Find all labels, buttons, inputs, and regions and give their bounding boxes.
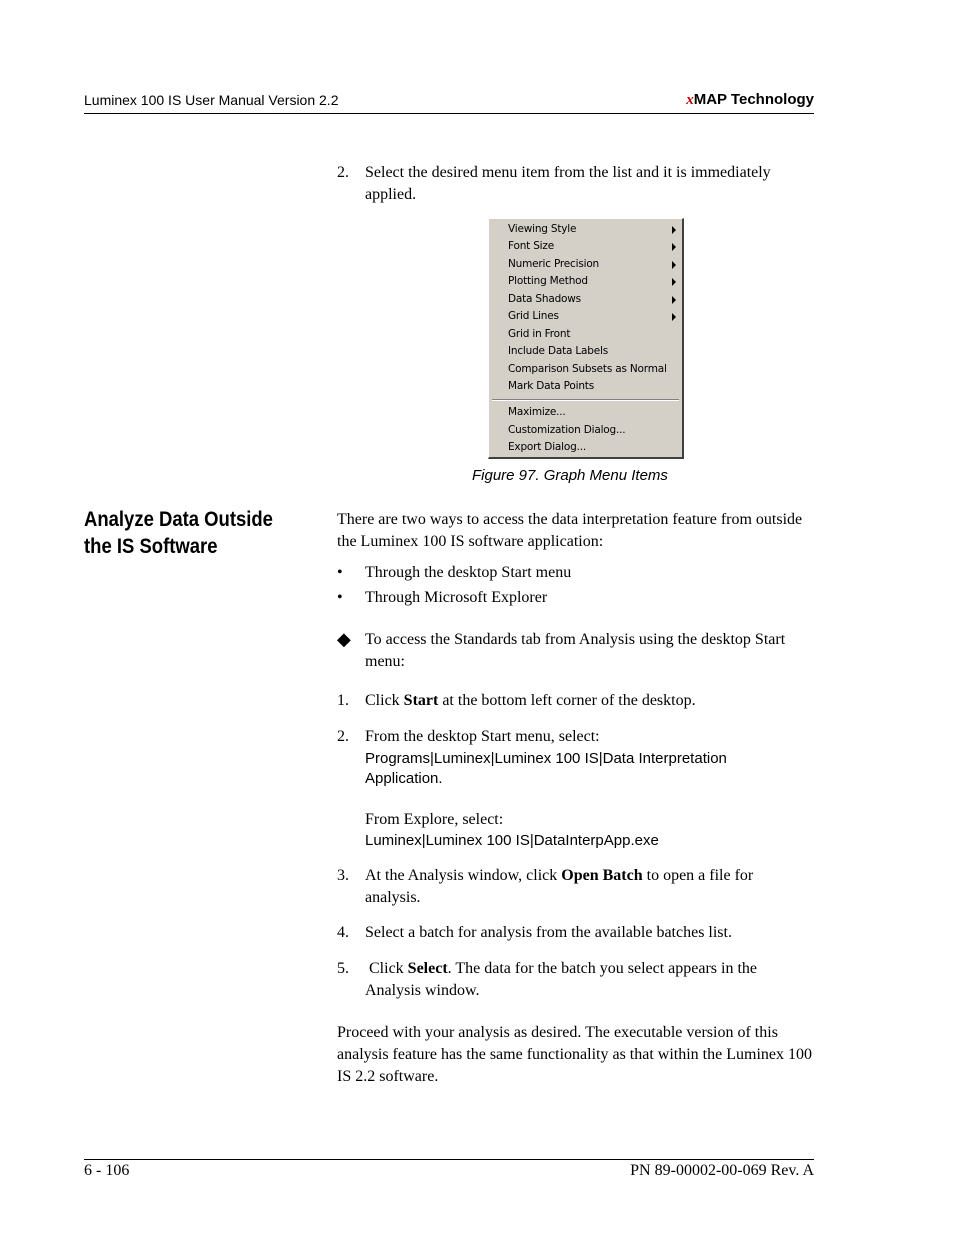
graph-context-menu [488,218,684,459]
step-5-number: 5. [337,960,349,977]
intro-step-text: Select the desired menu item from the list and it is immediately applied. [365,164,771,203]
step-4-number: 4. [337,924,349,941]
document-part-number: PN 89-00002-00-069 Rev. A [630,1162,814,1179]
running-header-title: Luminex 100 IS User Manual Version 2.2 [84,92,339,108]
submenu-arrow-icon [672,226,676,234]
menu-item-export-dialog[interactable]: Export Dialog... [508,441,586,453]
menu-item-maximize[interactable]: Maximize... [508,406,566,418]
menu-item-viewing-style[interactable]: Viewing Style [508,223,577,235]
brand-name: MAP Technology [693,91,814,108]
step-2-text: From the desktop Start menu, select: [365,728,600,745]
menu-item-include-data-labels[interactable]: Include Data Labels [508,345,608,357]
submenu-arrow-icon [672,278,676,286]
step-5-text [365,958,805,1002]
menu-separator [492,399,679,401]
menu-item-mark-data-points[interactable]: Mark Data Points [508,380,594,392]
step-5-bold: Select [407,960,448,977]
running-header-brand [686,91,814,109]
figure-caption: Figure 97. Graph Menu Items [472,467,668,484]
menu-item-comparison-subsets[interactable]: Comparison Subsets as Normal [508,363,667,375]
header-rule [84,113,814,114]
bullet-glyph: • [337,589,343,606]
menu-item-grid-lines[interactable]: Grid Lines [508,310,559,322]
menu-item-customization-dialog[interactable]: Customization Dialog... [508,424,626,436]
diamond-icon: ◆ [337,629,351,649]
procedure-intro: To access the Standards tab from Analysis using the desktop Start menu: [365,631,786,670]
section-heading: Analyze Data Outside the IS Software [84,508,273,558]
step-3-bold: Open Batch [561,867,643,884]
submenu-arrow-icon [672,313,676,321]
step-3-number: 3. [337,867,349,884]
footer-rule [84,1159,814,1160]
menu-item-font-size[interactable]: Font Size [508,240,554,252]
step-1-post: at the bottom left corner of the desktop. [438,692,696,709]
submenu-arrow-icon [672,261,676,269]
step-2-alt-text: From Explore, select: [365,811,504,828]
menu-item-numeric-precision[interactable]: Numeric Precision [508,258,599,270]
menu-item-grid-in-front[interactable]: Grid in Front [508,328,571,340]
menu-item-plotting-method[interactable]: Plotting Method [508,275,588,287]
bullet-glyph: • [337,564,343,581]
step-3-text [365,865,805,909]
step-1-number: 1. [337,692,349,709]
step-2-number: 2. [337,728,349,745]
step-5-post: . The data for the batch you select appears in the Analysis window. [365,960,761,999]
step-2-path: Programs|Luminex|Luminex 100 IS|Data Interpretation Application. [365,750,727,787]
step-3-pre: At the Analysis window, click [365,867,562,884]
menu-item-data-shadows[interactable]: Data Shadows [508,293,581,305]
page-number: 6 - 106 [84,1162,130,1179]
submenu-arrow-icon [672,296,676,304]
step-1-pre: Click [365,692,404,709]
intro-step-number: 2. [337,164,349,181]
bullet-start-menu: Through the desktop Start menu [365,564,572,581]
step-1-text [365,690,815,712]
step-4-text: Select a batch for analysis from the available batches list. [365,924,732,941]
section-intro: There are two ways to access the data interpretation feature from outside the Luminex 100 IS software application: [337,511,803,550]
brand-prefix: x [686,92,694,108]
step-3-post: to open a file for analysis. [365,867,754,906]
bullet-explorer: Through Microsoft Explorer [365,589,548,606]
step-5-pre: Click [365,960,408,977]
step-2-alt-path: Luminex|Luminex 100 IS|DataInterpApp.exe [365,832,659,849]
step-1-bold: Start [403,692,439,709]
submenu-arrow-icon [672,243,676,251]
closing-paragraph: Proceed with your analysis as desired. The executable version of this analysis feature has the same functionality as that within the Luminex 100 IS 2.2 software. [337,1024,812,1085]
